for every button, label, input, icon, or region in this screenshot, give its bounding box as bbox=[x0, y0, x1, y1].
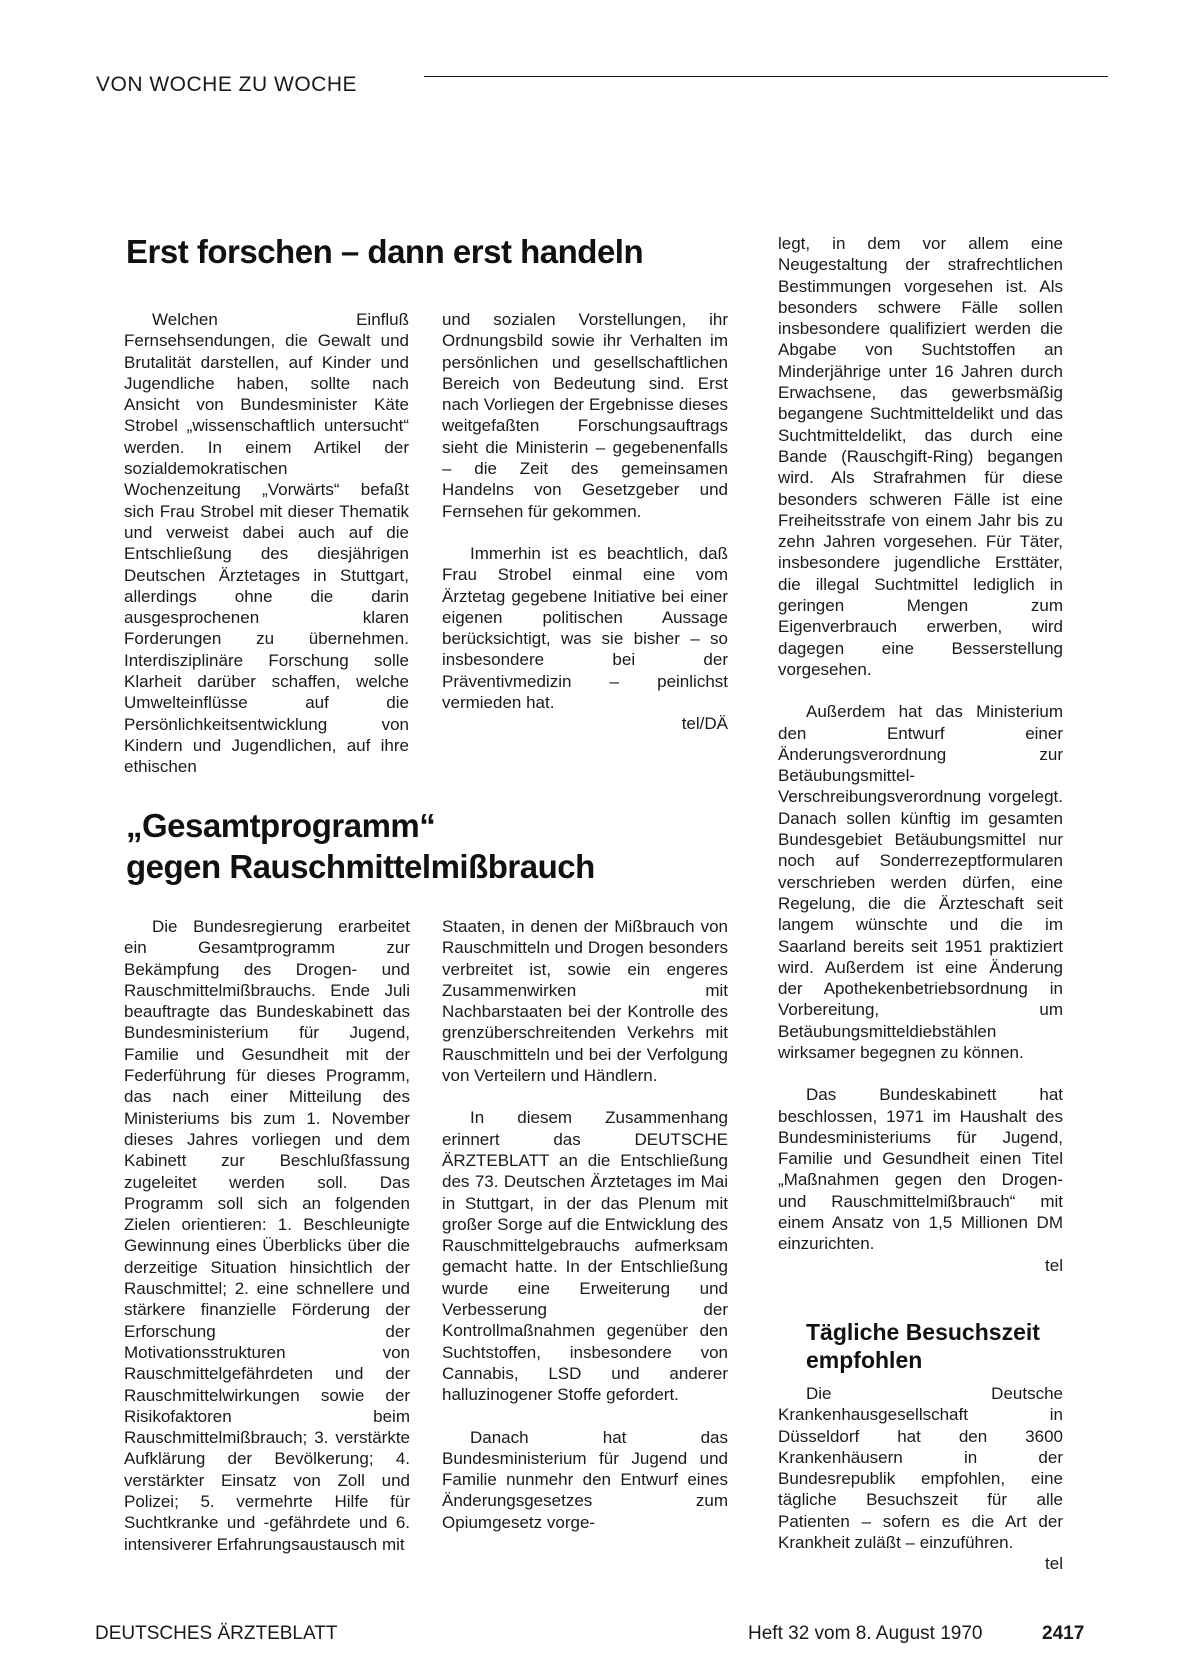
article2-title-line-1: „Gesamtprogramm“ bbox=[126, 807, 436, 844]
article2-paragraph: Die Bundesregierung erarbeitet ein Gesamtprogramm zur Bekämpfung des Drogen- und Rauschmittelmißbrauchs. Ende Juli beauftragte das Bundeskabinett das Bundesministerium für Jugend, Familie und Gesundheit mit der Federführung für dieses Programm, das nach einer Mitteilung des Ministeriums bis zum 1. November dieses Jahres vorliegen und dem Kabinett zur Beschlußfassung zugeleitet werden soll. Das Programm soll sich an folgenden Zielen orientieren: 1. Beschleunigte Gewinnung eines Überblicks über die derzeitige Situation hinsichtlich der Rauschmittel; 2. eine schnellere und stärkere finanzielle Förderung der Erforschung der Motivationsstrukturen von Rauschmittelgefährdeten und der Rauschmittelwirkungen sowie der Risikofaktoren beim Rauschmittelmißbrauch; 3. verstärkte Aufklärung der Bevölkerung; 4. verstärkter Einsatz von Zoll und Polizei; 5. vermehrte Hilfe für Suchtkranke und -gefährdete und 6. intensiverer Erfahrungsaustausch mit bbox=[124, 917, 410, 1554]
article2-paragraph: Staaten, in denen der Mißbrauch von Rauschmitteln und Drogen besonders verbreitet ist, sowie ein engeres Zusammenwirken mit Nachbarstaaten bei der Kontrolle des grenzüberschreitenden Verkehrs mit Rauschmitteln und bei der Verfolgung von Verteilern und Händlern. bbox=[442, 917, 728, 1086]
article1-paragraph: und sozialen Vorstellungen, ihr Ordnungsbild sowie ihr Verhalten im persönlichen und gesellschaftlichen Bereich von Bedeutung sind. Erst nach Vorliegen der Ergebnisse dieses weitgefaßten Forschungsauftrags sieht die Ministerin – gegebenenfalls – die Zeit des gemeinsamen Handelns von Gesetzgeber und Fernsehen für gekommen. bbox=[442, 310, 728, 521]
header-rule bbox=[424, 76, 1108, 77]
article2-paragraph: Das Bundeskabinett hat beschlossen, 1971 im Haushalt des Bundesministeriums für Jugend, Familie und Gesundheit einen Titel „Maßnahmen gegen den Drogen- und Rauschmittelmißbrauch“ mit einem Ansatz von 1,5 Millionen DM einzurichten. bbox=[778, 1085, 1063, 1254]
article2-column-3 bbox=[778, 233, 1063, 1276]
article2-column-1 bbox=[124, 916, 410, 1555]
section-title: VON WOCHE ZU WOCHE bbox=[96, 73, 357, 96]
article1-signature: tel/DÄ bbox=[681, 714, 728, 734]
article2-paragraph: Außerdem hat das Ministerium den Entwurf einer Änderungsverordnung zur Betäubungsmittel-Verschreibungsverordnung vorgelegt. Danach sollen künftig im gesamten Bundesgebiet Betäubungsmittel nur noch auf Sonderrezeptformularen verschrieben werden dürfen, eine Regelung, die die Ärzteschaft seit langem wünschte und die im Saarland bereits seit 1951 praktiziert wird. Außerdem ist eine Änderung der Apothekenbetriebsordnung in Vorbereitung, um Betäubungsmitteldiebstählen wirksamer begegnen zu können. bbox=[778, 702, 1063, 1062]
article2-paragraph: legt, in dem vor allem eine Neugestaltung der strafrechtlichen Bestimmungen vorgesehen ist. Als besonders schwere Fälle sollen insbesondere qualifiziert werden die Abgabe von Suchtstoffen an Minderjährige unter 16 Jahren durch Erwachsene, das gewerbsmäßig begangene Suchtmitteldelikt und das Suchtmitteldelikt, das durch eine Bande (Rauschgift-Ring) begangen wird. Als Strafrahmen für diese besonders schweren Fälle ist eine Freiheitsstrafe von einem Jahr bis zu zehn Jahren vorgesehen. Für Täter, insbesondere jugendliche Ersttäter, die illegal Suchtmittel lediglich in geringen Mengen zum Eigenverbrauch erwerben, wird dagegen eine Besserstellung vorgesehen. bbox=[778, 234, 1063, 679]
article2-title bbox=[126, 805, 595, 887]
issue-date: Heft 32 vom 8. August 1970 bbox=[748, 1623, 983, 1644]
article1-paragraph: Immerhin ist es beachtlich, daß Frau Strobel einmal eine vom Ärztetag gegebene Initiative bei einer eigenen politischen Aussage berücksichtigt, was sie bisher – so insbesondere bei der Präventivmedizin – peinlichst vermieden hat. bbox=[442, 543, 728, 713]
article1-title: Erst forschen – dann erst handeln bbox=[126, 233, 644, 270]
article3-title-line-2: empfohlen bbox=[806, 1347, 923, 1373]
article3-signature: tel bbox=[1045, 1554, 1063, 1574]
article1-column-1 bbox=[124, 309, 409, 778]
article3-column bbox=[778, 1383, 1063, 1575]
article1-paragraph: Welchen Einfluß Fernsehsendungen, die Gewalt und Brutalität darstellen, auf Kinder und Jugendliche haben, sollte nach Ansicht von Bundesminister Käte Strobel „wissenschaftlich untersucht“ werden. In einem Artikel der sozialdemokratischen Wochenzeitung „Vorwärts“ befaßt sich Frau Strobel mit dieser Thematik und verweist dabei auch auf die Entschließung des diesjährigen Deutschen Ärztetages in Stuttgart, allerdings ohne die darin ausgesprochenen klaren Forderungen zu übernehmen. Interdisziplinäre Forschung solle Klarheit darüber schaffen, welche Umwelteinflüsse auf die Persönlichkeitsentwicklung von Kindern und Jugendlichen, auf ihre ethischen bbox=[124, 310, 409, 777]
page-number: 2417 bbox=[1042, 1623, 1085, 1644]
article3-title-line-1: Tägliche Besuchszeit bbox=[806, 1319, 1040, 1345]
article2-paragraph: Danach hat das Bundesministerium für Jugend und Familie nunmehr den Entwurf eines Änderungsgesetzes zum Opiumgesetz vorge- bbox=[442, 1427, 728, 1532]
article3-paragraph: Die Deutsche Krankenhausgesellschaft in Düsseldorf hat den 3600 Krankenhäusern in der Bundesrepublik empfohlen, eine tägliche Besuchszeit für alle Patienten – sofern es die Art der Krankheit zuläßt – einzuführen. bbox=[778, 1384, 1063, 1553]
article2-title-line-2: gegen Rauschmittelmißbrauch bbox=[126, 848, 595, 885]
article2-column-2 bbox=[442, 916, 728, 1533]
article2-paragraph: In diesem Zusammenhang erinnert das DEUTSCHE ÄRZTEBLATT an die Entschließung des 73. Deutschen Ärztetages im Mai in Stuttgart, in der das Plenum mit großer Sorge auf die Entwicklung des Rauschmittelgebrauchs aufmerksam gemacht hatte. In der Entschließung wurde eine Erweiterung und Verbesserung der Kontrollmaßnahmen gegenüber den Suchtstoffen, insbesondere von Cannabis, LSD und anderer halluzinogener Stoffe gefordert. bbox=[442, 1108, 728, 1405]
journal-name: DEUTSCHES ÄRZTEBLATT bbox=[95, 1623, 338, 1644]
article2-signature: tel bbox=[1045, 1255, 1063, 1275]
article3-title bbox=[806, 1318, 1040, 1374]
article1-column-2 bbox=[442, 309, 728, 735]
